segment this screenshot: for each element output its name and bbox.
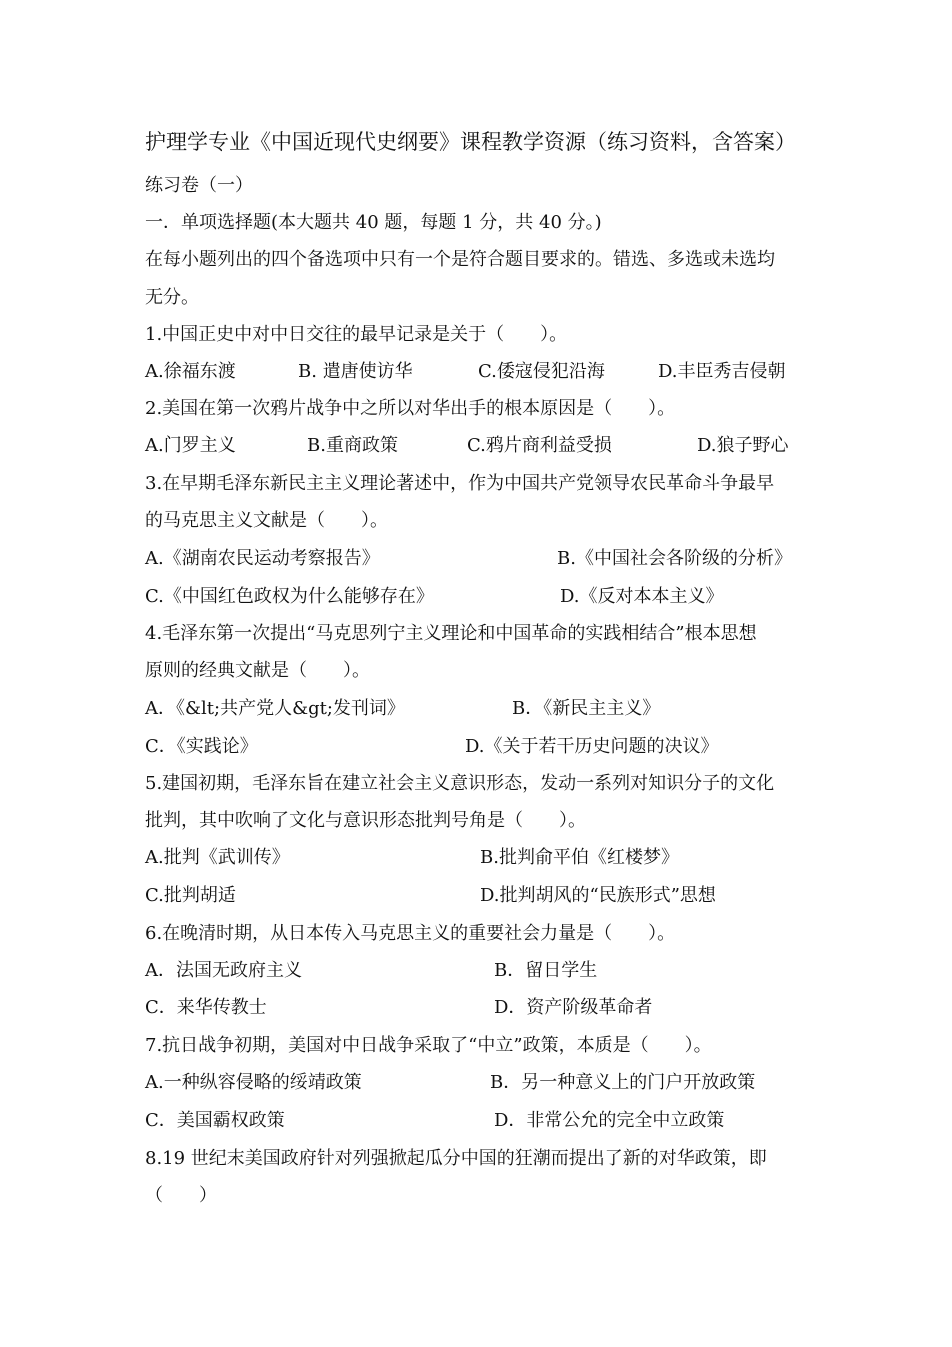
- question-option: C．来华传教士: [145, 997, 267, 1018]
- question-option: A.门罗主义: [145, 435, 236, 456]
- question-stem: 批判，其中吹响了文化与意识形态批判号角是（ ）。: [145, 810, 586, 831]
- question-option: C．《实践论》: [145, 736, 258, 757]
- question-option: A.徐福东渡: [145, 361, 236, 382]
- question-option: B.重商政策: [307, 435, 398, 456]
- question-stem: 原则的经典文献是（ ）。: [145, 660, 370, 681]
- question-stem: 8.19 世纪末美国政府针对列强掀起瓜分中国的狂潮而提出了新的对华政策，即: [145, 1148, 767, 1169]
- question-option: D.丰臣秀吉侵朝: [658, 361, 786, 382]
- question-option: A．法国无政府主义: [145, 960, 302, 981]
- question-option: D.《关于若干历史问题的决议》: [465, 736, 719, 757]
- question-stem: 5.建国初期，毛泽东旨在建立社会主义意识形态，发动一系列对知识分子的文化: [145, 773, 775, 794]
- question-stem: 7.抗日战争初期，美国对中日战争采取了“中立”政策，本质是（ ）。: [145, 1035, 712, 1056]
- question-stem: 2.美国在第一次鸦片战争中之所以对华出手的根本原因是（ ）。: [145, 398, 676, 419]
- question-option: B. 遣唐使访华: [298, 361, 413, 382]
- question-option: B．另一种意义上的门户开放政策: [490, 1072, 756, 1093]
- question-stem: 6.在晚清时期，从日本传入马克思主义的重要社会力量是（ ）。: [145, 923, 676, 944]
- question-option: B．留日学生: [494, 960, 598, 981]
- question-option: B.《中国社会各阶级的分析》: [557, 548, 792, 569]
- question-option: D.批判胡风的“民族形式”思想: [480, 885, 716, 906]
- section-heading: 一．单项选择题(本大题共 40 题，每题 1 分，共 40 分。): [145, 212, 602, 233]
- question-option: C.批判胡适: [145, 885, 236, 906]
- question-option: C.鸦片商利益受损: [467, 435, 612, 456]
- question-option: C.《中国红色政权为什么能够存在》: [145, 586, 434, 607]
- question-stem: 3.在早期毛泽东新民主主义理论著述中，作为中国共产党领导农民革命斗争最早: [145, 473, 775, 494]
- question-stem: 的马克思主义文献是（ ）。: [145, 510, 388, 531]
- question-option: D．非常公允的完全中立政策: [494, 1110, 725, 1131]
- question-option: C．美国霸权政策: [145, 1110, 285, 1131]
- question-option: B.批判俞平伯《红楼梦》: [480, 847, 679, 868]
- question-option: A.批判《武训传》: [145, 847, 290, 868]
- question-option: B．《新民主主义》: [512, 698, 661, 719]
- question-option: A．《&lt;共产党人&gt;发刊词》: [145, 698, 405, 719]
- question-stem: 1.中国正史中对中日交往的最早记录是关于（ ）。: [145, 324, 568, 345]
- question-stem: 4.毛泽东第一次提出“马克思列宁主义理论和中国革命的实践相结合”根本思想: [145, 623, 757, 644]
- document-title: 护理学专业《中国近现代史纲要》课程教学资源（练习资料，含答案）: [145, 130, 796, 154]
- instruction-line: 无分。: [145, 287, 199, 308]
- question-stem: （ ）: [145, 1185, 217, 1206]
- question-option: A.《湖南农民运动考察报告》: [145, 548, 380, 569]
- question-option: D．资产阶级革命者: [494, 997, 653, 1018]
- question-option: D.狼子野心: [697, 435, 789, 456]
- question-option: C.倭寇侵犯沿海: [478, 361, 605, 382]
- question-option: D.《反对本本主义》: [560, 586, 724, 607]
- instruction-line: 在每小题列出的四个备选项中只有一个是符合题目要求的。错选、多选或未选均: [145, 249, 775, 270]
- exercise-subtitle: 练习卷（一）: [145, 175, 253, 196]
- question-option: A.一种纵容侵略的绥靖政策: [145, 1072, 362, 1093]
